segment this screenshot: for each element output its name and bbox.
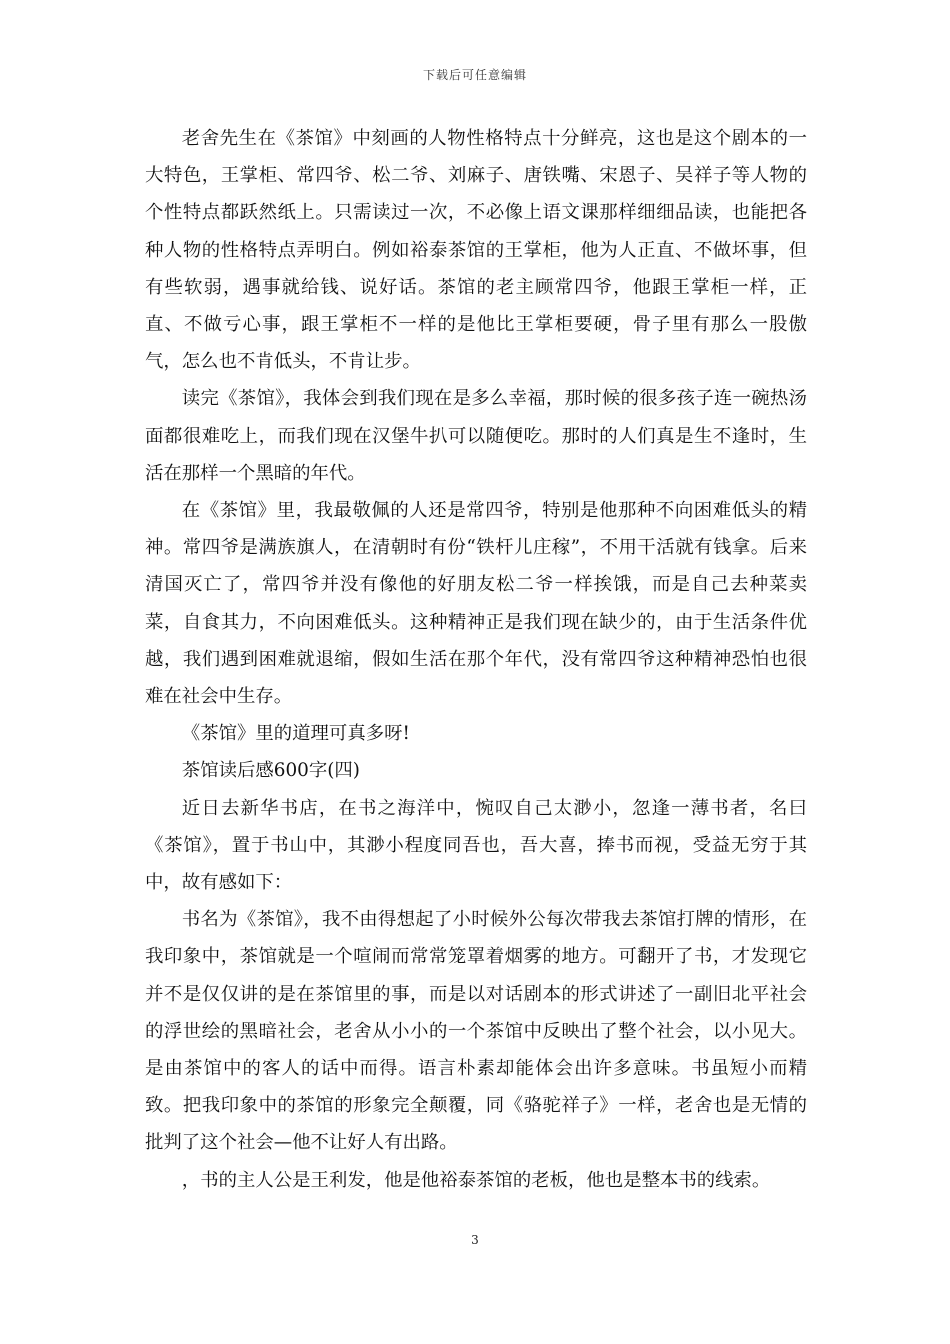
paragraph-7: 书名为《茶馆》，我不由得想起了小时候外公每次带我去茶馆打牌的情形，在我印象中，茶馆就是一个喧闹而常常笼罩着烟雾的地方。可翻开了书，才发现它并不是仅仅讲的是在茶馆里的事，而是以对话剧本的形式讲述了一副旧北平社会的浮世绘的黑暗社会，老舍从小小的一个茶馆中反映出了整个社会，以小见大。是由茶馆中的客人的话中而得。语言朴素却能体会出许多意味。书虽短小而精致。把我印象中的茶馆的形象完全颠覆，同《骆驼祥子》一样，老舍也是无情的批判了这个社会—他不让好人有出路。 [145, 909, 807, 1154]
page-number: 3 [471, 1233, 479, 1247]
paragraph-8: ，书的主人公是王利发，他是他裕泰茶馆的老板，他也是整本书的线索。 [181, 1169, 771, 1191]
paragraph-2: 读完《茶馆》，我体会到我们现在是多么幸福，那时候的很多孩子连一碗热汤面都很难吃上，而我们现在汉堡牛扒可以随便吃。那时的人们真是生不逢时，生活在那样一个黑暗的年代。 [145, 388, 807, 484]
paragraph-3: 在《茶馆》里，我最敬佩的人还是常四爷，特别是他那种不向困难低头的精神。常四爷是满族旗人，在清朝时有份“铁杆儿庄稼”，不用干活就有钱拿。后来清国灭亡了，常四爷并没有像他的好朋友松二爷一样挨饿，而是自己去种菜卖菜，自食其力，不向困难低头。这种精神正是我们现在缺少的，由于生活条件优越，我们遇到困难就退缩，假如生活在那个年代，没有常四爷这种精神恐怕也很难在社会中生存。 [145, 500, 807, 708]
section-heading: 茶馆读后感600字(四) [181, 760, 360, 782]
paragraph-1: 老舍先生在《茶馆》中刻画的人物性格特点十分鲜亮，这也是这个剧本的一大特色，王掌柜、常四爷、松二爷、刘麻子、唐铁嘴、宋恩子、吴祥子等人物的个性特点都跃然纸上。只需读过一次，不必像上语文课那样细细品读，也能把各种人物的性格特点弄明白。例如裕泰茶馆的王掌柜，他为人正直、不做坏事，但有些软弱，遇事就给钱、说好话。茶馆的老主顾常四爷，他跟王掌柜一样，正直、不做亏心事，跟王掌柜不一样的是他比王掌柜要硬，骨子里有那么一股傲气，怎么也不肯低头，不肯让步。 [145, 128, 807, 373]
document-body [145, 120, 807, 1199]
paragraph-6: 近日去新华书店，在书之海洋中，惋叹自己太渺小，忽逢一薄书者，名曰《茶馆》，置于书山中，其渺小程度同吾也，吾大喜，捧书而视，受益无穷于其中，故有感如下： [145, 797, 807, 894]
paragraph-4: 《茶馆》里的道理可真多呀! [181, 723, 410, 745]
page-header: 下载后可任意编辑 [422, 68, 527, 82]
